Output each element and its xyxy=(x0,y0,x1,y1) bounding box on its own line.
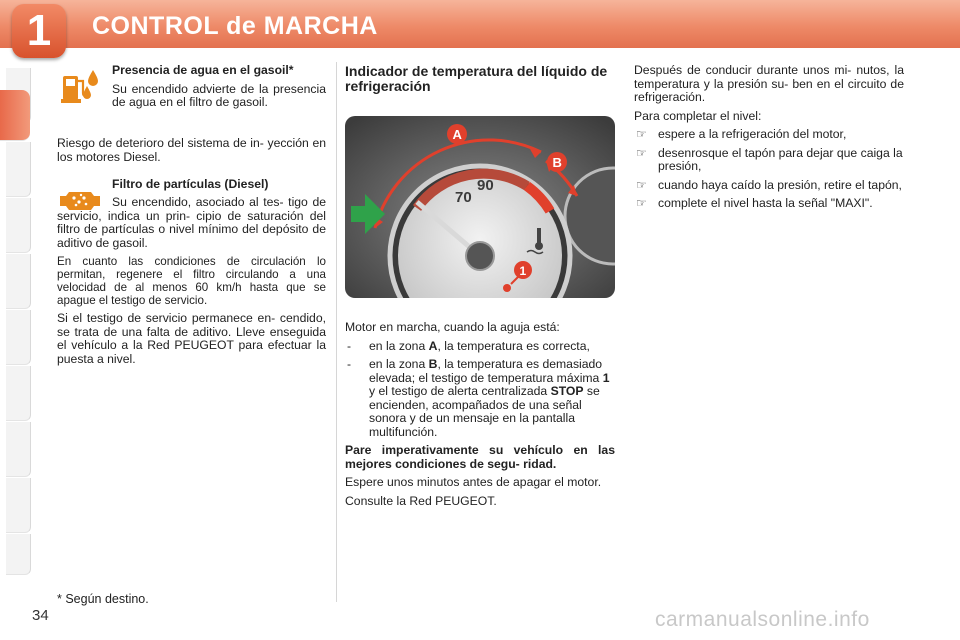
coolant-gauge-illustration xyxy=(345,116,615,298)
chapter-tab-active[interactable] xyxy=(0,90,30,141)
water-description: Su encendido advierte de la presencia de agua en el filtro de gasoil. xyxy=(112,81,326,109)
chapter-tab[interactable] xyxy=(6,422,31,477)
gauge-label-1: 1 xyxy=(519,264,527,278)
page-number: 34 xyxy=(32,607,49,624)
gauge-tick-70: 70 xyxy=(455,189,472,206)
hand-pointer-icon: ☞ xyxy=(636,177,647,192)
chapter-tab[interactable] xyxy=(6,254,31,309)
water-title: Presencia de agua en el gasoil* xyxy=(112,63,294,77)
fuel-pump-water-icon xyxy=(60,66,102,106)
gauge-label-b: B xyxy=(552,155,562,170)
refill-step: ☞ espere a la refrigeración del motor, xyxy=(636,127,847,141)
refill-step: ☞ cuando haya caído la presión, retire el tapón, xyxy=(636,177,902,192)
page-header xyxy=(0,0,960,62)
refill-step: ☞ desenrosque el tapón para dejar que caiga la presión, xyxy=(636,145,903,173)
zone-a-item: - en la zona A, la temperatura es correcta, xyxy=(347,338,590,353)
particle-title: Filtro de partículas (Diesel) xyxy=(112,177,269,191)
chapter-number-badge: 1 xyxy=(12,4,66,58)
gauge-label-a: A xyxy=(452,127,462,142)
gauge-intro-text: Motor en marcha, cuando la aguja está: xyxy=(345,320,560,334)
column-divider xyxy=(336,62,337,602)
chapter-tab[interactable] xyxy=(6,366,31,421)
refill-lead-text: Para completar el nivel: xyxy=(634,108,762,123)
particle-description: Su encendido, asociado al tes- tigo de servicio, indica un prin- cipio de saturación del filtro de partículas o nivel mínimo del depósito de aditivo de gasoil. xyxy=(57,195,326,250)
chapter-tab[interactable] xyxy=(6,478,31,533)
hand-pointer-icon: ☞ xyxy=(636,196,647,210)
refill-intro-text: Después de conducir durante unos mi- nutos, la temperatura y la presión su- ben en el circuito de refrigeración. xyxy=(634,63,904,104)
watermark: carmanualsonline.info xyxy=(655,608,870,631)
stop-vehicle-warning: Pare imperativamente su vehículo en las mejores condiciones de segu- ridad. xyxy=(345,443,615,471)
particle-regenerate-text: En cuanto las condiciones de circulación lo permitan, regenere el filtro circulando a una velocidad de al menos 60 km/h hasta que se apague el testigo de servicio. xyxy=(57,255,326,307)
hand-pointer-icon: ☞ xyxy=(636,127,647,141)
hand-pointer-icon: ☞ xyxy=(636,145,647,160)
refill-step: ☞ complete el nivel hasta la señal "MAXI". xyxy=(636,196,873,210)
chapter-tabs xyxy=(0,68,30,576)
water-risk-text: Riesgo de deterioro del sistema de in- yección en los motores Diesel. xyxy=(57,136,326,164)
chapter-tab[interactable] xyxy=(6,534,31,575)
page-title: CONTROL de MARCHA xyxy=(92,12,378,40)
coolant-section-title: Indicador de temperatura del líquido de refrigeración xyxy=(345,63,608,94)
chapter-tab[interactable] xyxy=(6,198,31,253)
chapter-tab[interactable] xyxy=(6,142,31,197)
gauge-tick-90: 90 xyxy=(477,177,494,194)
footnote: * Según destino. xyxy=(57,592,149,606)
consult-peugeot-text: Consulte la Red PEUGEOT. xyxy=(345,493,497,508)
particle-additive-text: Si el testigo de servicio permanece en- cendido, se trata de una falta de aditivo. Lleve enseguida el vehículo a la Red PEUGEOT para efectuar la puesta a nivel. xyxy=(57,311,326,366)
wait-text: Espere unos minutos antes de apagar el motor. xyxy=(345,475,602,489)
chapter-tab[interactable] xyxy=(6,310,31,365)
zone-b-item: - en la zona B, la temperatura es demasiado elevada; el testigo de temperatura máxima 1 y el testigo de alerta centralizada STOP se encienden, acompañados de una señal sonora y de un mensaje en la pantalla multifunción. xyxy=(347,357,610,439)
